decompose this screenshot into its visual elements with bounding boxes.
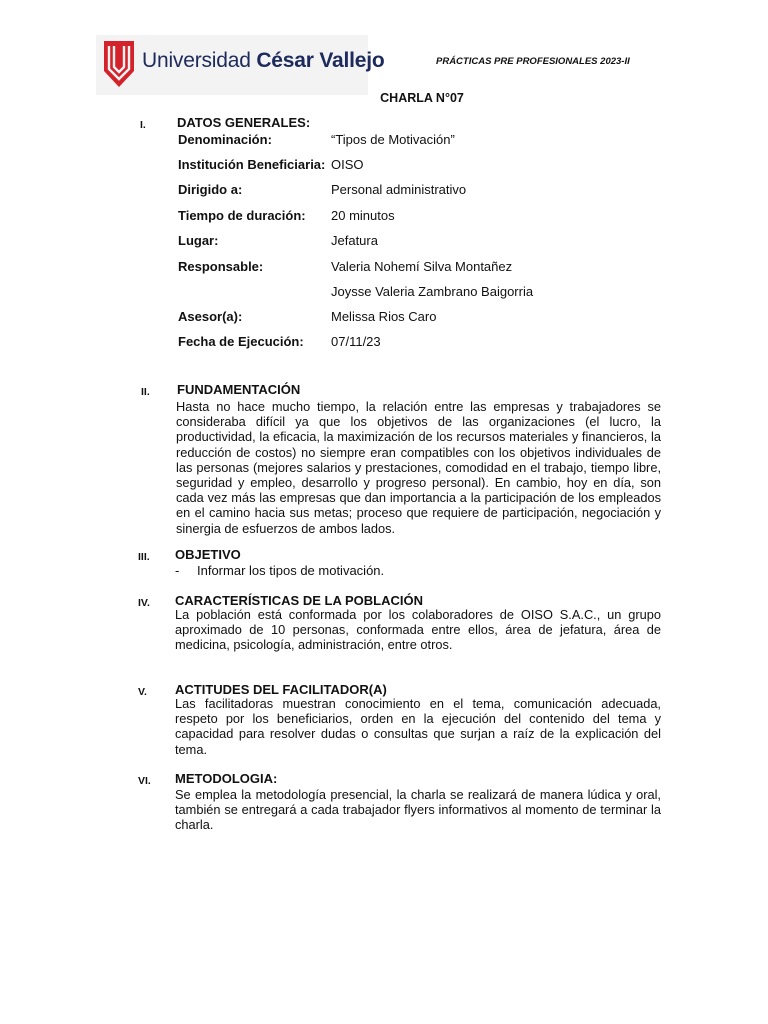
field-value: Valeria Nohemí Silva Montañez xyxy=(331,259,513,274)
university-name: Universidad César Vallejo xyxy=(142,49,385,72)
field-value: Personal administrativo xyxy=(331,182,467,197)
section-title-datos-generales: DATOS GENERALES: xyxy=(177,115,311,130)
field-label: Tiempo de duración: xyxy=(178,208,306,223)
university-shield-logo xyxy=(104,41,134,87)
section-number: V. xyxy=(138,686,147,698)
field-label: Institución Beneficiaria: xyxy=(178,157,326,172)
section-number: IV. xyxy=(138,597,150,609)
field-label: Denominación: xyxy=(178,132,272,147)
field-value: OISO xyxy=(331,157,364,172)
document-title: CHARLA N°07 xyxy=(380,91,464,105)
field-value: “Tipos de Motivación” xyxy=(331,132,455,147)
fundamentacion-paragraph: Hasta no hace mucho tiempo, la relación entre las empresas y trabajadores se consideraba difícil ya que los objetivos de las organizaciones (el lucro, la productividad, la eficacia, la maximización de los recursos materiales y financieros, la reducción de costos) no siempre eran compatibles con los objetivos individuales de las personas (mejores salarios y prestaciones, comodidad en el trabajo, tiempo libre, seguridad y empleo, desarrollo y progreso personal). En cambio, hoy en día, son cada vez más las empresas que dan importancia a la participación de los empleados en el camino hacia sus metas; proceso que requiere de participación, negociación y sinergia de esfuerzos de ambos lados. xyxy=(176,399,661,536)
field-value: Jefatura xyxy=(331,233,378,248)
section-title-metodologia: METODOLOGIA: xyxy=(175,771,278,786)
section-number: III. xyxy=(138,551,150,563)
section-title-fundamentacion: FUNDAMENTACIÓN xyxy=(177,382,301,397)
actitudes-paragraph: Las facilitadoras muestran conocimiento en el tema, comunicación adecuada, respeto por los beneficiarios, orden en la ejecución del contenido del tema y capacidad para resolver dudas o consultas que surjan a raíz de la explicación del tema. xyxy=(175,696,661,757)
section-number: VI. xyxy=(138,775,151,787)
field-label: Lugar: xyxy=(178,233,219,248)
university-logo xyxy=(96,35,385,95)
field-label: Fecha de Ejecución: xyxy=(178,334,304,349)
list-bullet-dash: - xyxy=(175,563,180,578)
section-number: I. xyxy=(140,119,146,131)
section-title-caracteristicas: CARACTERÍSTICAS DE LA POBLACIÓN xyxy=(175,593,423,608)
header-practicas: PRÁCTICAS PRE PROFESIONALES 2023-II xyxy=(436,56,630,67)
field-value: Melissa Rios Caro xyxy=(331,309,437,324)
metodologia-paragraph: Se emplea la metodología presencial, la charla se realizará de manera lúdica y oral, también se entregará a cada trabajador flyers informativos al momento de terminar la charla. xyxy=(175,787,661,833)
field-value: 07/11/23 xyxy=(331,334,381,349)
field-value: Joysse Valeria Zambrano Baigorria xyxy=(331,284,534,299)
field-label: Dirigido a: xyxy=(178,182,243,197)
objetivo-item: Informar los tipos de motivación. xyxy=(197,563,385,578)
field-label: Responsable: xyxy=(178,259,264,274)
section-title-actitudes: ACTITUDES DEL FACILITADOR(A) xyxy=(175,682,387,697)
field-label: Asesor(a): xyxy=(178,309,243,324)
field-value: 20 minutos xyxy=(331,208,395,223)
poblacion-paragraph: La población está conformada por los colaboradores de OISO S.A.C., un grupo aproximado de 10 personas, conformada entre ellos, área de jefatura, área de medicina, psicología, administración, entre otros. xyxy=(175,607,661,653)
section-number: II. xyxy=(141,386,150,398)
section-title-objetivo: OBJETIVO xyxy=(175,547,241,562)
